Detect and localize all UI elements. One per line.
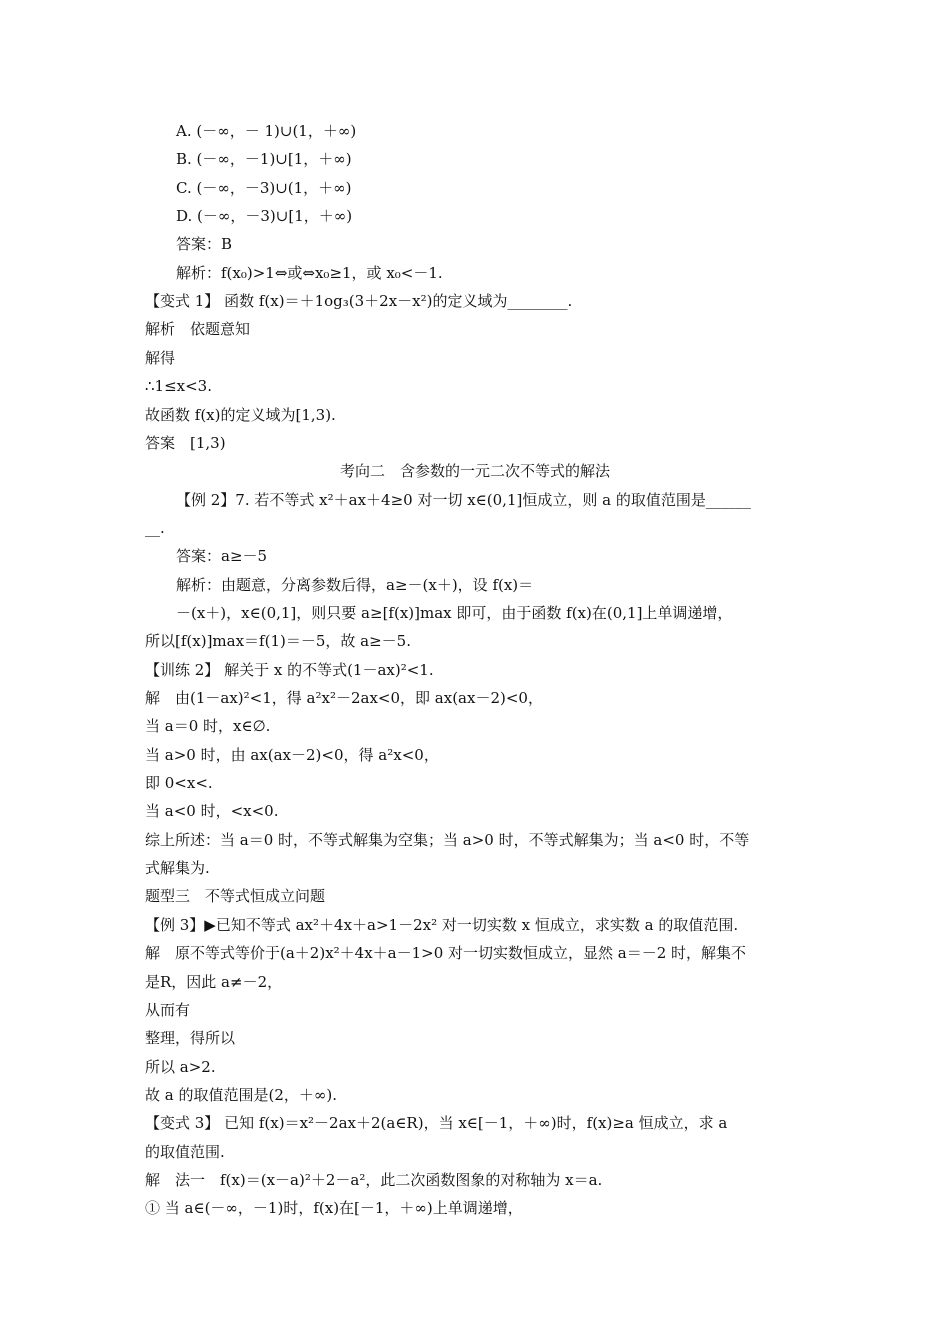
text-line: 整理，得所以 — [145, 1029, 236, 1048]
text-line: ∴1≤x<3. — [145, 377, 212, 396]
text-line: 解得 — [145, 348, 176, 367]
text-line: 考向二 含参数的一元二次不等式的解法 — [339, 462, 610, 481]
text-line: 解 由(1－ax)²<1，得 a²x²－2ax<0，即 ax(ax－2)<0， — [145, 689, 543, 707]
text-line: 【变式 3】 已知 f(x)＝x²－2ax＋2(a∈R)，当 x∈[－1，＋∞)时，f(x)≥a 恒成立，求 a — [145, 1114, 728, 1133]
text-line: 【训练 2】 解关于 x 的不等式(1－ax)²<1. — [145, 660, 434, 679]
text-line: 解析 依题意知 — [145, 320, 251, 339]
text-line: 所以[f(x)]max＝f(1)＝－5，故 a≥－5. — [145, 632, 411, 651]
text-line: 解 法一 f(x)＝(x－a)²＋2－a²，此二次函数图象的对称轴为 x＝a. — [145, 1170, 603, 1189]
text-line: 当 a＝0 时，x∈∅. — [145, 717, 271, 736]
text-line: __. — [145, 518, 165, 537]
text-line: 故 a 的取值范围是(2，＋∞). — [145, 1085, 337, 1104]
text-line: 解析：由题意，分离参数后得，a≥－(x＋)，设 f(x)＝ — [176, 575, 534, 594]
text-line: 【变式 1】 函数 f(x)＝＋1og₃(3＋2x－x²)的定义域为________. — [145, 292, 573, 311]
text-line: 答案：a≥－5 — [176, 547, 268, 566]
text-line: 式解集为. — [145, 859, 210, 878]
text-line: 故函数 f(x)的定义域为[1,3). — [145, 405, 336, 424]
text-line: C. (－∞，－3)∪(1，＋∞) — [176, 178, 352, 197]
text-line: 答案 [1,3) — [145, 433, 226, 452]
text-line: 综上所述：当 a＝0 时，不等式解集为空集；当 a>0 时，不等式解集为；当 a<0 时，不等 — [145, 830, 750, 849]
text-line: 即 0<x<. — [145, 774, 213, 793]
text-line: 是R，因此 a≠－2， — [145, 972, 283, 991]
text-line: 答案：B — [176, 235, 233, 254]
text-line: B. (－∞，－1)∪[1，＋∞) — [176, 150, 352, 169]
text-line: 从而有 — [145, 1000, 191, 1019]
text-line: 当 a>0 时，由 ax(ax－2)<0，得 a²x<0， — [145, 745, 439, 764]
text-line: 解 原不等式等价于(a＋2)x²＋4x＋a－1>0 对一切实数恒成立，显然 a＝－2 时，解集不 — [145, 944, 747, 963]
text-line: 【例 2】7. 若不等式 x²＋ax＋4≥0 对一切 x∈(0,1]恒成立，则 a 的取值范围是______ — [176, 490, 751, 509]
text-line: 的取值范围. — [145, 1142, 225, 1161]
text-line: 当 a<0 时，<x<0. — [145, 802, 279, 821]
text-line: －(x＋)，x∈(0,1]，则只要 a≥[f(x)]max 即可，由于函数 f(x)在(0,1]上单调递增， — [176, 603, 733, 622]
text-line: 所以 a>2. — [145, 1057, 216, 1076]
text-line: 题型三 不等式恒成立问题 — [145, 887, 326, 906]
text-line: D. (－∞，－3)∪[1，＋∞) — [176, 207, 353, 226]
text-line: A. (－∞，－ 1)∪(1，＋∞) — [176, 122, 357, 140]
text-line: 【例 3】▶已知不等式 ax²＋4x＋a>1－2x² 对一切实数 x 恒成立，求实数 a 的取值范围. — [145, 915, 739, 934]
text-line: ① 当 a∈(－∞，－1)时，f(x)在[－1，＋∞)上单调递增， — [145, 1199, 523, 1218]
text-line: 解析：f(x₀)>1⇔或⇔x₀≥1，或 x₀<－1. — [176, 263, 443, 282]
